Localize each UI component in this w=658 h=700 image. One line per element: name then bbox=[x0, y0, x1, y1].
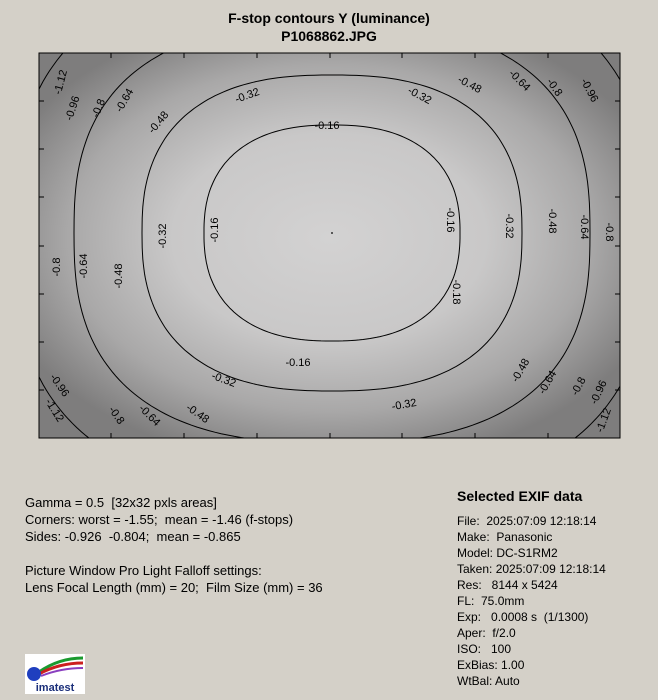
contour-label: -1.12 bbox=[51, 68, 71, 96]
exif-row: Aper: f/2.0 bbox=[457, 626, 516, 640]
exif-row: Make: Panasonic bbox=[457, 530, 553, 544]
contour-label: -0.32 bbox=[405, 84, 434, 108]
contour-label: -0.64 bbox=[536, 368, 560, 397]
contour-label: -0.16 bbox=[314, 120, 340, 132]
contour-label: -0.32 bbox=[503, 213, 515, 239]
contour-label: -0.96 bbox=[588, 378, 610, 407]
exif-title: Selected EXIF data bbox=[457, 488, 583, 504]
exif-row: FL: 75.0mm bbox=[457, 594, 525, 608]
contour-label: -0.48 bbox=[509, 356, 533, 385]
imatest-logo bbox=[25, 654, 85, 694]
contour-label: -0.48 bbox=[546, 208, 558, 234]
contour-label: -0.64 bbox=[113, 86, 137, 115]
contour-label: -0.16 bbox=[285, 357, 311, 369]
chart-subtitle: P1068862.JPG bbox=[281, 28, 377, 44]
contour-label: -1.12 bbox=[594, 406, 614, 435]
contour-label: -0.16 bbox=[209, 217, 221, 243]
falloff-settings-line: Picture Window Pro Light Falloff settings: bbox=[25, 563, 262, 578]
center-mark bbox=[331, 232, 333, 234]
contour-label: -0.64 bbox=[578, 214, 590, 240]
contour-label: -0.8 bbox=[603, 222, 615, 242]
contour-label: -0.48 bbox=[113, 263, 125, 289]
contour-label: -0.64 bbox=[136, 402, 163, 429]
contour-label: -0.48 bbox=[455, 73, 484, 97]
contour-label: -0.64 bbox=[506, 67, 533, 94]
contour-label: -0.16 bbox=[444, 207, 456, 233]
contour-label: -1.12 bbox=[42, 396, 66, 425]
exif-row: Res: 8144 x 5424 bbox=[457, 578, 558, 592]
lens-settings-line: Lens Focal Length (mm) = 20; Film Size (mm) = 36 bbox=[25, 580, 323, 595]
chart-title: F-stop contours Y (luminance) bbox=[228, 10, 430, 26]
exif-row: Exp: 0.0008 s (1/1300) bbox=[457, 610, 589, 624]
contour-label: -0.96 bbox=[577, 76, 601, 105]
corners-line: Corners: worst = -1.55; mean = -1.46 (f-stops) bbox=[25, 512, 294, 527]
contour-label: -0.96 bbox=[63, 94, 83, 123]
exif-row: File: 2025:07:09 12:18:14 bbox=[457, 514, 597, 528]
exif-row: ExBias: 1.00 bbox=[457, 658, 525, 672]
contour-label: -0.8 bbox=[105, 404, 127, 427]
logo-text: imatest bbox=[35, 682, 75, 694]
contour-label: -0.64 bbox=[78, 253, 90, 279]
sides-line: Sides: -0.926 -0.804; mean = -0.865 bbox=[25, 529, 241, 544]
exif-row: ISO: 100 bbox=[457, 642, 512, 656]
contour-label: -0.32 bbox=[390, 396, 418, 414]
plot-area bbox=[39, 53, 620, 438]
contour-label: -0.8 bbox=[51, 257, 63, 277]
contour-label: -0.8 bbox=[543, 76, 565, 99]
contour-label: -0.8 bbox=[569, 375, 589, 398]
contour-label: -0.48 bbox=[146, 109, 172, 137]
contour-label: -0.32 bbox=[209, 370, 238, 390]
contour-label: -0.96 bbox=[47, 371, 72, 400]
exif-row: Model: DC-S1RM2 bbox=[457, 546, 558, 560]
contour-label: -0.32 bbox=[157, 223, 169, 249]
gamma-line: Gamma = 0.5 [32x32 pxls areas] bbox=[25, 495, 217, 510]
exif-row: Taken: 2025:07:09 12:18:14 bbox=[457, 562, 606, 576]
contour-label: -0.8 bbox=[89, 97, 109, 120]
contour-label: -0.48 bbox=[183, 401, 212, 426]
contour-label: -0.32 bbox=[233, 86, 262, 106]
contour-label: -0.18 bbox=[450, 279, 462, 305]
exif-row: WtBal: Auto bbox=[457, 674, 520, 688]
